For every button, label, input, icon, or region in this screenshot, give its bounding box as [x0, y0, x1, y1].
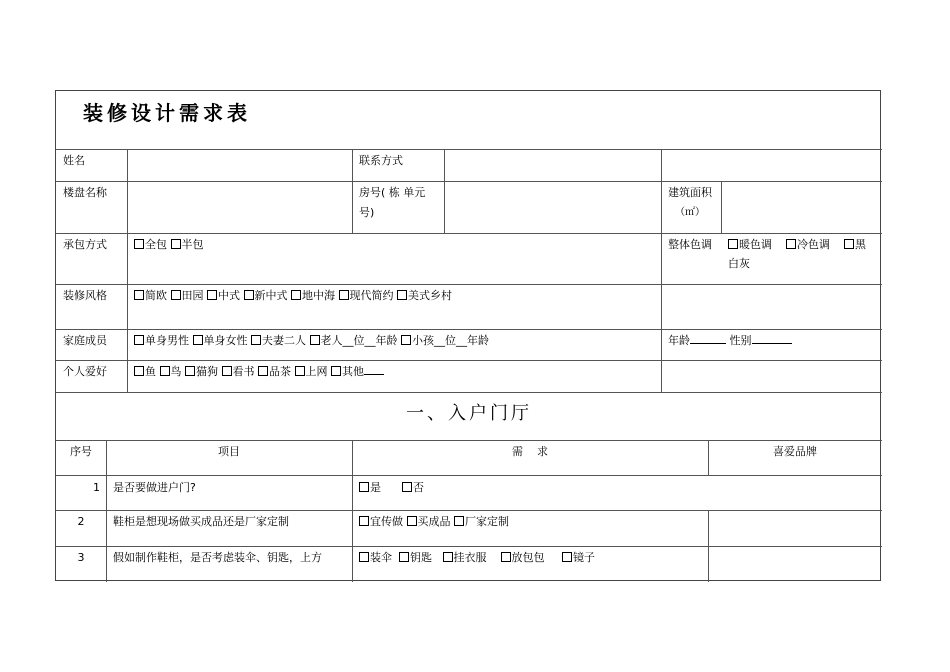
row-divider	[56, 329, 882, 330]
checkbox-option[interactable]: 装伞	[359, 551, 392, 564]
name-label: 姓名	[63, 154, 85, 167]
checkbox-option[interactable]: 简欧	[134, 289, 167, 302]
row-divider	[56, 510, 882, 511]
row-divider	[56, 392, 882, 393]
family-label: 家庭成员	[63, 334, 107, 347]
row-divider	[56, 546, 882, 547]
building-label: 楼盘名称	[63, 186, 107, 199]
contract-options	[134, 235, 204, 254]
checkbox-option[interactable]: 全包	[134, 238, 167, 251]
checkbox-option[interactable]: 是	[359, 481, 381, 494]
style-options	[134, 286, 452, 305]
age-blank[interactable]	[690, 331, 726, 344]
row-number: 2	[77, 515, 85, 528]
contract-label: 承包方式	[63, 238, 107, 251]
checkbox-option[interactable]: 其他	[331, 365, 364, 378]
age-label: 年龄	[668, 334, 690, 347]
col-divider	[721, 181, 722, 233]
row-divider	[56, 149, 882, 150]
checkbox-option[interactable]: 暖色调	[728, 238, 772, 251]
row-choices	[359, 512, 509, 531]
row-item: 假如制作鞋柜，是否考虑装伞、钥匙，上方	[113, 551, 322, 564]
checkbox-option[interactable]: 挂衣服	[443, 551, 487, 564]
row-choices	[359, 478, 424, 497]
header-no: 序号	[70, 445, 92, 458]
col-divider	[661, 149, 662, 392]
col-divider	[106, 440, 107, 582]
checkbox-option[interactable]: 美式乡村	[397, 289, 452, 302]
area-unit: （㎡）	[675, 207, 705, 218]
row-divider	[56, 284, 882, 285]
col-divider	[127, 149, 128, 392]
row-divider	[56, 360, 882, 361]
checkbox-option[interactable]: 品茶	[258, 365, 291, 378]
area-label: 建筑面积	[668, 186, 712, 199]
tone-label: 整体色调	[668, 238, 712, 251]
checkbox-option[interactable]: 夫妻二人	[251, 334, 306, 347]
header-item: 项目	[218, 445, 240, 458]
col-divider	[352, 440, 353, 582]
gender-blank[interactable]	[752, 331, 792, 344]
row-divider	[56, 181, 882, 182]
col-divider	[444, 149, 445, 233]
checkbox-option[interactable]: 单身女性	[193, 334, 248, 347]
checkbox-option[interactable]: 厂家定制	[454, 515, 509, 528]
row-number: 3	[77, 551, 85, 564]
other-blank[interactable]	[364, 362, 384, 375]
row-divider	[56, 440, 882, 441]
checkbox-option[interactable]: 地中海	[291, 289, 335, 302]
row-divider	[56, 475, 882, 476]
row-divider	[56, 233, 882, 234]
checkbox-option[interactable]: 钥匙	[399, 551, 432, 564]
checkbox-option[interactable]: 上网	[295, 365, 328, 378]
checkbox-option[interactable]: 鸟	[160, 365, 182, 378]
section-title: 一、入户门厅	[406, 403, 532, 424]
style-label: 装修风格	[63, 289, 107, 302]
checkbox-option[interactable]: 镜子	[562, 551, 595, 564]
age-gender-fields	[668, 331, 792, 350]
row-item: 鞋柜是想现场做买成品还是厂家定制	[113, 515, 289, 528]
checkbox-option[interactable]: 黑	[844, 238, 866, 251]
checkbox-option[interactable]: 看书	[222, 365, 255, 378]
hobby-label: 个人爱好	[63, 365, 107, 378]
checkbox-option[interactable]: 鱼	[134, 365, 156, 378]
col-divider	[708, 510, 709, 582]
row-choices	[359, 548, 595, 567]
checkbox-option[interactable]: 中式	[207, 289, 240, 302]
checkbox-option[interactable]: 新中式	[244, 289, 288, 302]
room-number-label-cont: 号)	[359, 206, 375, 219]
checkbox-option[interactable]: 现代简约	[339, 289, 394, 302]
checkbox-option[interactable]: 买成品	[407, 515, 451, 528]
family-options	[134, 331, 489, 350]
form-title: 装修设计需求表	[83, 101, 251, 125]
checkbox-option[interactable]: 否	[402, 481, 424, 494]
col-divider	[352, 149, 353, 233]
checkbox-option[interactable]: 单身男性	[134, 334, 189, 347]
row-item: 是否要做进户门?	[113, 481, 196, 494]
checkbox-option[interactable]: 半包	[171, 238, 204, 251]
checkbox-option[interactable]: 小孩__位__年龄	[401, 334, 489, 347]
checkbox-option[interactable]: 冷色调	[786, 238, 830, 251]
gender-label: 性别	[729, 334, 752, 347]
tone-options	[728, 235, 866, 254]
checkbox-option[interactable]: 田园	[171, 289, 204, 302]
checkbox-option[interactable]: 宜传做	[359, 515, 403, 528]
checkbox-option[interactable]: 老人__位__年龄	[310, 334, 398, 347]
header-need: 需 求	[512, 445, 548, 458]
row-number: 1	[93, 481, 100, 494]
room-number-label: 房号( 栋 单元	[359, 186, 426, 199]
hobby-options	[134, 362, 384, 381]
design-requirements-form	[55, 90, 881, 581]
header-brand: 喜爱品牌	[773, 445, 817, 458]
tone-options-wrap: 白灰	[728, 257, 750, 270]
checkbox-option[interactable]: 猫狗	[185, 365, 218, 378]
contact-label: 联系方式	[359, 154, 403, 167]
checkbox-option[interactable]: 放包包	[501, 551, 545, 564]
